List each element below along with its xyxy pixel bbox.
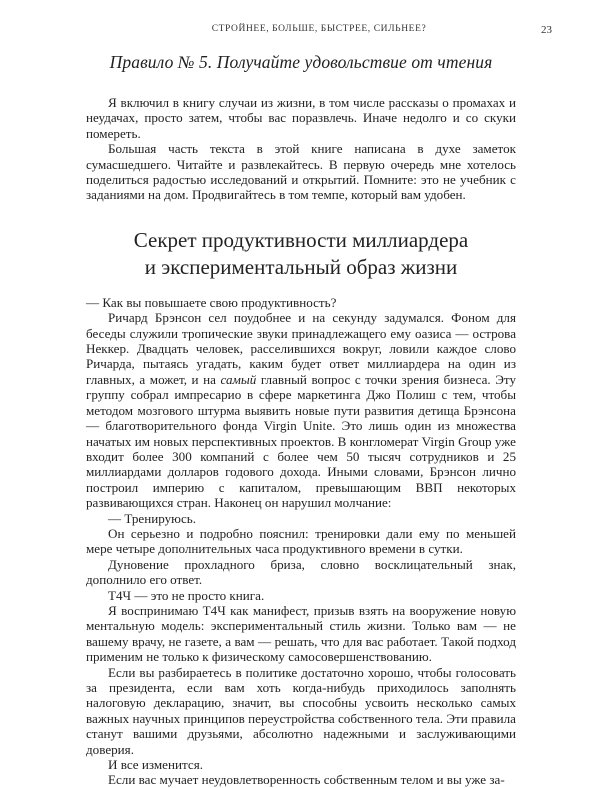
page-content [86, 52, 516, 788]
paragraph-text: главный вопрос с точки зрения бизнеса. Эту группу собрал импресарио в сфере маркетинга Джо Полиш с тем, чтобы методом мозгового штурма выявить новые пути развития детища Брэнсона — благотворительного фонда Virgin Unite. Это лишь один из множества начатых им новых перспективных проектов. В конгломерат Virgin Group уже входит более 300 компаний с более чем 50 тысяч сотрудников и 25 миллиардами долларов годового дохода. Иными словами, Брэнсон лично построил империю с капиталом, превышающим ВВП некоторых развивающихся стран. Наконец он нарушил молчание: [86, 371, 516, 511]
intro-paragraph: Я включил в книгу случаи из жизни, в том числе рассказы о промахах и неудачах, просто затем, чтобы вас поразвлечь. Иначе недолго и со скуки помереть. [86, 95, 516, 141]
running-title: СТРОЙНЕЕ, БОЛЬШЕ, БЫСТРЕЕ, СИЛЬНЕЕ? [211, 24, 427, 34]
page-number: 23 [541, 24, 552, 36]
body-paragraph: Если вас мучает неудовлетворенность собственным телом и вы уже за- [108, 772, 505, 788]
page-header [86, 24, 552, 40]
body-paragraph [86, 310, 516, 510]
rule-heading: Правило № 5. Получайте удовольствие от чтения [109, 52, 493, 72]
body-paragraph: — Как вы повышаете свою продуктивность? [86, 294, 337, 310]
emphasized-word: самый [220, 371, 257, 387]
intro-paragraph: Большая часть текста в этой книге написана в духе заметок сумасшедшего. Читайте и развлекайтесь. В первую очередь мне хотелось поделиться радостью исследований и открытий. Помните: это не учебник с заданиями на дом. Продвигайтесь в том темпе, который вам удобен. [86, 141, 516, 203]
body-paragraph: — Тренируюсь. [108, 510, 196, 526]
paragraph-text: Ричард Брэнсон сел поудобнее и на секунду задумался. Фоном для беседы служили тропические звуки принадлежащего ему оазиса — острова Неккер. Двадцать человек, расселившихся вокруг, ловили каждое слово Ричарда, пытаясь угадать, каким будет ответ миллиардера на один из главных, а может, и на [86, 310, 516, 387]
body-paragraph: Он серьезно и подробно пояснил: тренировки дали ему по меньшей мере четыре дополнительных часа продуктивного времени в сутки. [86, 525, 516, 557]
body-paragraph: И все изменится. [108, 757, 203, 773]
section-heading-line: Секрет продуктивности миллиардера [133, 227, 469, 252]
body-paragraph: Если вы разбираетесь в политике достаточно хорошо, чтобы голосовать за президента, если вам хоть когда-нибудь приходилось заполнять налоговую декларацию, значит, вы способны усвоить несколько самых важных научных принципов переустройства собственного тела. Эти правила станут вашими друзьями, абсолютно надежными и заслуживающими доверия. [86, 664, 516, 757]
body-paragraph: Дуновение прохладного бриза, словно восклицательный знак, дополнило его ответ. [86, 556, 516, 588]
section-heading [86, 227, 516, 281]
body-paragraph: Т4Ч — это не просто книга. [108, 587, 265, 603]
body-paragraph: Я воспринимаю Т4Ч как манифест, призыв взять на вооружение новую ментальную модель: экспериментальный стиль жизни. Только вам — не вашему врачу, не газете, а вам — решать, что для вас работает. Такой подход применим не только к физическому самосовершенствованию. [86, 602, 516, 665]
section-heading-line: и экспериментальный образ жизни [144, 254, 458, 279]
